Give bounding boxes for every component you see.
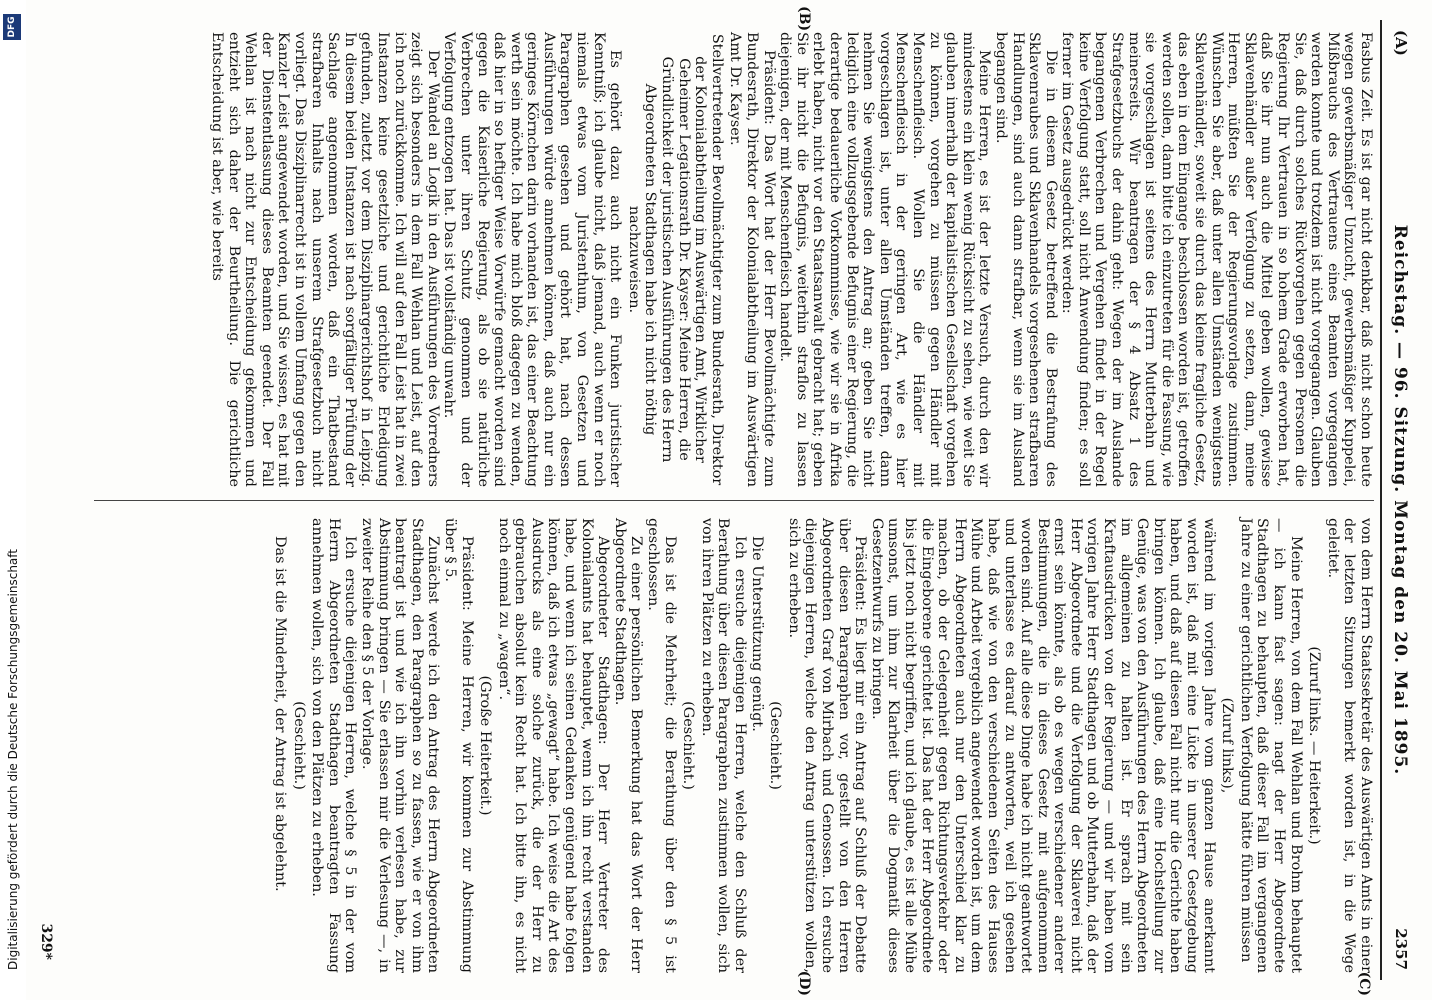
margin-label-c: (C) <box>1356 971 1372 996</box>
paragraph: Präsident: Das Wort hat der Herr Bevollmächtigte zum Bundesrath, Direktor der Kolonialabtheilung im Auswärtigen Amt Dr. Kayser. <box>727 32 777 487</box>
stage-direction: (Große Heiterkeit.) <box>477 675 494 816</box>
dfg-logo-icon: DFG <box>3 14 21 40</box>
header-title: Reichstag. — 96. Sitzung. Montag den 20. Mai 1895. <box>1390 224 1410 776</box>
column-divider <box>94 500 1374 501</box>
stage-direction: (Geschieht.) <box>290 701 307 790</box>
stage-direction: Stellvertretender Bevollmächtigter zum Bundesrath, Direktor der Kolonialabtheilung im Auswärtigen Amt, Wirklicher Geheimer Legationsrath Dr. Kayser: Meine Herren, die Gründlichkeit der juristischen Ausführungen des Herrn Abgeordneten Stadthagen habe ich nicht nöthig nachzuweisen. <box>625 33 725 486</box>
paragraph: Fasbus Zeit. Es ist gar nicht denkbar, daß nicht schon heute wegen gewerbsmäßiger Unzucht, gewerbsmäßiger Kuppelei, Mißbrauchs des Vertrauens eines Beamten vorgegangen werden konnte und trotzdem ist nicht vorgegangen. Glauben Sie, daß durch solches Rückvorgehen gegen Personen die Regierung Ihr Vertrauen in so hohem Grade erworben hat, daß Sie ihr nun auch die Mittel geben wollen, gewisse Sklavenhändler außer Verfolgung zu setzen, dann, meine Herren, müßten Sie der Regierungsvorlage zustimmen. Wünschen Sie aber, daß unter allen Umständen wenigstens Sklavenhändler, soweit sie durch das kleine fragliche Gesetz, das eben in dem Eingange beschlossen worden ist, getroffen werden sollen, dann bitte ich einzutreten für die Fassung, wie sie vorgeschlagen ist seitens des Herrn Mutterbahn und meinerseits. Wir beantragen der § 4 Absatz 1 des Strafgesetzbuchs der dahin geht: Wegen der im Auslande begangenen Verbrechen und Vergehen findet in der Regel keine Verfolgung statt, soll nicht Anwendung finden; es soll ferner im Gesetz ausgedrückt werden: <box>1059 32 1374 487</box>
paragraph: Abgeordneter Stadthagen: Der Herr Vertreter des Kolonialamts hat behauptet, wenn ich ihn recht verstanden habe, und wenn ich seinen Gedanken genügend habe folgen können, daß ich etwas „gewagt“ habe. Ich weise die Art des Ausdrucks als eine solche zurück, die der Herr zu gebrauchen absolut kein Recht hat. Ich bitte ihn, es nicht noch einmal zu „wagen“. <box>495 518 612 973</box>
paragraph: Zu einer persönlichen Bemerkung hat das Wort der Herr Abgeordnete Stadthagen. <box>611 518 645 973</box>
dfg-footer <box>0 0 26 1000</box>
paragraph: Das ist die Mehrheit; die Berathung über den § 5 ist geschlossen. <box>645 518 678 973</box>
stage-direction: (Zuruf links), <box>1219 697 1236 794</box>
margin-label-b: (B) <box>796 6 812 32</box>
stage-direction: (Geschieht.) <box>767 701 784 790</box>
paragraph: Ich ersuche diejenigen Herren, welche den Schluß der Berathung über diesen Paragraphen zustimmen wollen, sich von ihren Plätzen zu erheben. <box>698 518 749 973</box>
paragraph: Es gehört dazu auch nicht ein Funken juristischer Kenntniß; ich glaube nicht, daß jemand, auch wenn er noch niemals etwas vom Juristenthum, von Gesetzen und Paragraphen gesehen und gehört hat, nach dessen Ausführungen würde annehmen können, daß auch nur ein geringes Körnchen darin vorhanden ist, das einer Beachtung werth sein möchte. Ich habe mich bloß dagegen zu wenden, daß hier in so heftiger Weise Vorwürfe gemacht worden sind gegen die Kaiserliche Regierung, als ob sie natürliche Verbrechen unter ihren Schutz genommen und der Verfolgung entzogen hat. Das ist vollständig unwahr. <box>441 32 624 487</box>
paragraph: Ich ersuche diejenigen Herren, welche § 5 in der vom Herrn Abgeordneten Stadthagen beantragten Fassung annehmen wollen, sich von den Plätzen zu erheben. <box>309 518 359 973</box>
paragraph: Die in diesem Gesetz betreffend die Bestrafung des Sklavenraubes und Sklavenhandels vorgesehenen strafbaren Handlungen, sind auch dann strafbar, wenn sie im Ausland begangen sind. <box>992 32 1059 487</box>
stage-direction: (Geschieht.) <box>680 701 697 790</box>
page-header <box>1384 30 1414 970</box>
header-margin-label: (A) <box>1392 30 1410 56</box>
paragraph: Das ist die Minderheit, der Antrag ist abgelehnt. <box>272 536 288 892</box>
paragraph: Präsident: Es liegt mir ein Antrag auf Schluß der Debatte über diesen Paragraphen vor, gestellt von den Herren Abgeordneten Graf von Mirbach und Genossen. Ich ersuche diejenigen Herren, welche den Antrag unterstützen wollen, sich zu erheben. <box>785 518 869 973</box>
right-column <box>271 518 1374 973</box>
paragraph: Meine Herren, von dem Fall Wehlan und Brohm behauptet — ich kann fast sagen: nagt der Herr Abgeordnete Stadthagen zu behaupten, daß dieser Fall im vergangenen Jahre zu einer gerichtlichen Verfolgung hätte führen müssen <box>1237 518 1304 973</box>
paragraph: Präsident: Meine Herren, wir kommen zur Abstimmung über § 5. <box>441 518 475 973</box>
header-page-number: 2357 <box>1392 928 1410 970</box>
header-rule <box>1380 20 1382 980</box>
stage-direction: (Zuruf links. — Heiterkeit.) <box>1306 646 1323 845</box>
margin-label-d: (D) <box>796 970 812 996</box>
dfg-footer-text: Digitalisierung gefördert durch die Deutsche Forschungsgemeinschaft <box>6 548 20 970</box>
paragraph: Zunächst werde ich den Antrag des Herrn Abgeordneten Stadthagen, den Paragraphen so zu fassen, wie er von ihm beantragt ist und wie ich ihn vorhin verlesen habe, zur Abstimmung bringen — Sie erlassen mir die Verlesung —, in zweiter Reihe den § 5 der Vorlage. <box>358 518 442 973</box>
paragraph: während im vorigen Jahre vom ganzen Hause anerkannt worden ist, daß mit eine Lücke in unserer Gesetzgebung haben, und daß auf diesen Fall nicht nur die Gerichte haben bringen können. Ich glaube, daß eine Hochstellung zur Genüge, was von den Ausführungen des Herrn Abgeordneten im allgemeinen zu halten ist. Er sprach mit sein Kraftausdrücken von der Regierung — und wir haben vom vorigen Jahre Herr Stadthagen und ob Mutterbahn, daß der Herr Abgeordnete und die Verfolgung der Sklaverei nicht ernst sein könnte, als ob es wegen verschiedener anderer Bestimmungen, die in dieses Gesetz mit aufgenommen worden sind. Auf alle diese Dinge habe ich nicht geantwortet und unterlasse es darauf zu antworten, weil ich gesehen habe, daß wie von den verschiedenen Seiten des Hauses Mühe und Arbeit vergeblich angewendet worden ist, um dem Herrn Abgeordneten auch nur den Unterschied klar zu machen, ob der Gelegenheit gegen Richtungsverkehr oder die Eingeborene gerichtet ist. Das hat der Herr Abgeordnete bis jetzt noch nicht begriffen, und ich glaube, es ist alle Mühe umsonst, um ihm zur Klarheit über die Dogmatik dieses Gesetzentwurfs zu bringen. <box>868 518 1217 973</box>
paragraph: Die Unterstützung genügt. <box>748 536 765 732</box>
paragraph: von dem Herrn Staatssekretär des Auswärtigen Amts in einer der letzten Sitzungen bemerkt worden ist, in die Wege geleitet. <box>1324 518 1374 973</box>
footer-page-number: 329* <box>38 923 54 960</box>
paragraph: Der Wandel an Logik in den Ausführungen des Vorredners zeigt sich besonders in dem Fall Wehlan und Leist, auf den ich noch zurückkomme. Ich will auf den Fall Leist hat in zwei Instanzen keine gesetzliche und gerichtliche Erledigung gefunden, zuletzt vor dem Disziplinargerichtshof in Leipzig. In diesem beiden Instanzen ist nach sorgfältiger Prüfung der Sachlage angenommen worden, daß ein Thatbestand strafbaren Inhalts nach unserem Strafgesetzbuch nicht vorliegt. Das Disziplinarrecht ist in vollem Umfang gegen den Kanzler Leist angewendet worden, und Sie wissen, es hat mit der Dienstentlassung dieses Beamten geendet. Der Fall Wehlan ist nach nicht zur Entscheidung gekommen und entzieht sich daher der Beurtheilung. Die gerichtliche Entscheidung ist aber, wie bereits <box>209 32 441 487</box>
paragraph: Meine Herren, es ist der letzte Versuch, durch den wir mindestens ein klein wenig Rücksicht zu sehen, wie weit Sie glauben innerhalb der kapitalistischen Gesellschaft vorgehen zu können, vorgehen zu müssen gegen Händler mit Menschenfleisch. Wollen Sie die Händler mit Menschenfleisch in der geringen Art, wie es hier vorgeschlagen ist, unter allen Umständen treffen, dann nehmen Sie wenigstens den Antrag an; geben Sie nicht lediglich eine vollzugsgebende Befugnis einer Regierung, die derartige bedauerliche Vorkommnisse, wie wir sie in Afrika erlebt haben, nicht vor den Staatsanwalt gebracht hat; geben Sie ihr nicht die Befugnis, weiterhin straflos zu lassen diejenigen, der mit Menschenfleisch handelt. <box>777 32 993 487</box>
left-column <box>208 32 1374 487</box>
